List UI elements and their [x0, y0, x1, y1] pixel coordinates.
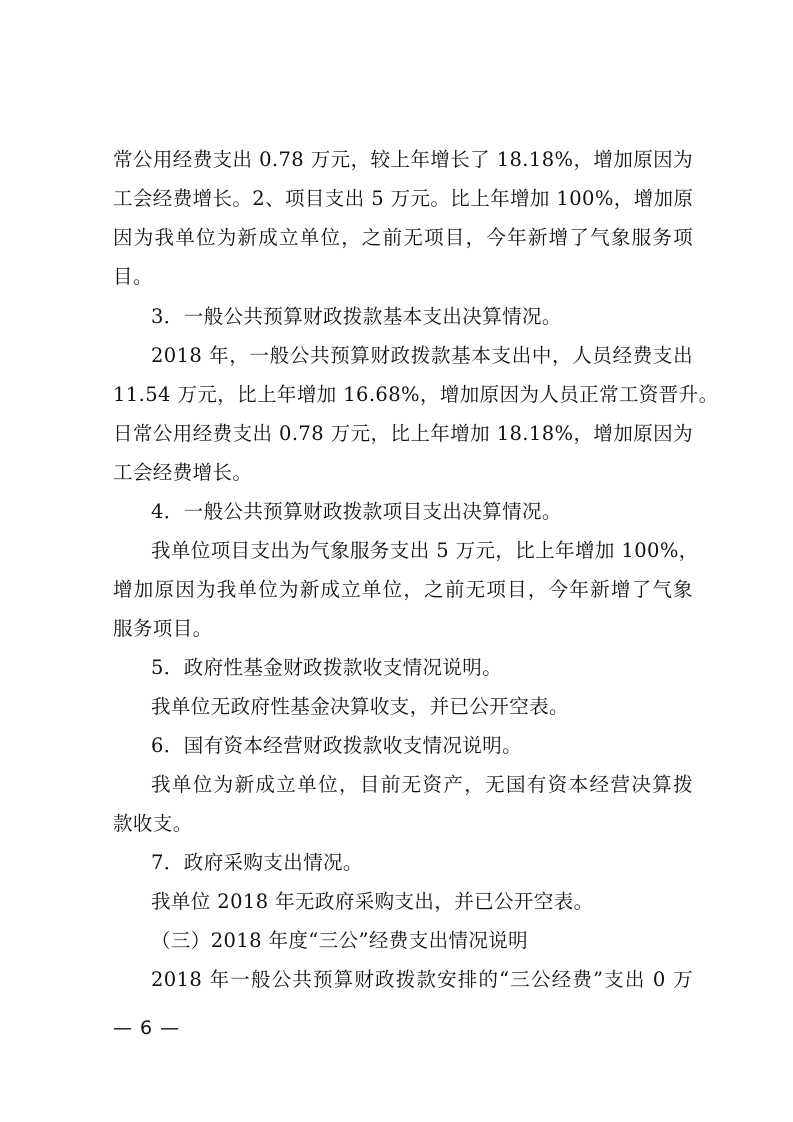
text-line: 我单位 2018 年无政府采购支出，并已公开空表。 — [151, 890, 594, 913]
text-line: 2018 年一般公共预算财政拨款安排的“三公经费”支出 0 万 — [151, 968, 693, 991]
text-line: 增加原因为我单位为新成立单位，之前无项目，今年新增了气象 — [113, 578, 693, 601]
text-line: 工会经费增长。 — [113, 461, 253, 484]
text-line: 我单位为新成立单位，目前无资产，无国有资本经营决算拨 — [151, 773, 693, 796]
text-line: 我单位无政府性基金决算收支，并已公开空表。 — [151, 695, 569, 718]
text-line: 11.54 万元，比上年增加 16.68%，增加原因为人员正常工资晋升。 — [113, 383, 719, 406]
section-heading: 3．一般公共预算财政拨款基本支出决算情况。 — [151, 305, 562, 328]
section-heading: 4．一般公共预算财政拨款项目支出决算情况。 — [151, 500, 562, 523]
section-heading: 7．政府采购支出情况。 — [151, 851, 363, 874]
page-number: — 6 — — [113, 1017, 181, 1039]
text-line: 工会经费增长。2、项目支出 5 万元。比上年增加 100%，增加原 — [113, 187, 694, 210]
text-line: 款收支。 — [113, 812, 193, 835]
section-heading: （三）2018 年度“三公”经费支出情况说明 — [151, 929, 529, 952]
text-line: 目。 — [113, 265, 153, 288]
text-line: 服务项目。 — [113, 617, 213, 640]
text-line: 常公用经费支出 0.78 万元，较上年增长了 18.18%，增加原因为 — [113, 148, 693, 171]
text-line: 2018 年，一般公共预算财政拨款基本支出中，人员经费支出 — [151, 344, 693, 367]
section-heading: 5．政府性基金财政拨款收支情况说明。 — [151, 656, 503, 679]
text-line: 我单位项目支出为气象服务支出 5 万元，比上年增加 100%， — [151, 539, 699, 562]
text-line: 日常公用经费支出 0.78 万元，比上年增加 18.18%，增加原因为 — [113, 422, 693, 445]
section-heading: 6．国有资本经营财政拨款收支情况说明。 — [151, 734, 523, 757]
text-line: 因为我单位为新成立单位，之前无项目，今年新增了气象服务项 — [113, 226, 693, 249]
